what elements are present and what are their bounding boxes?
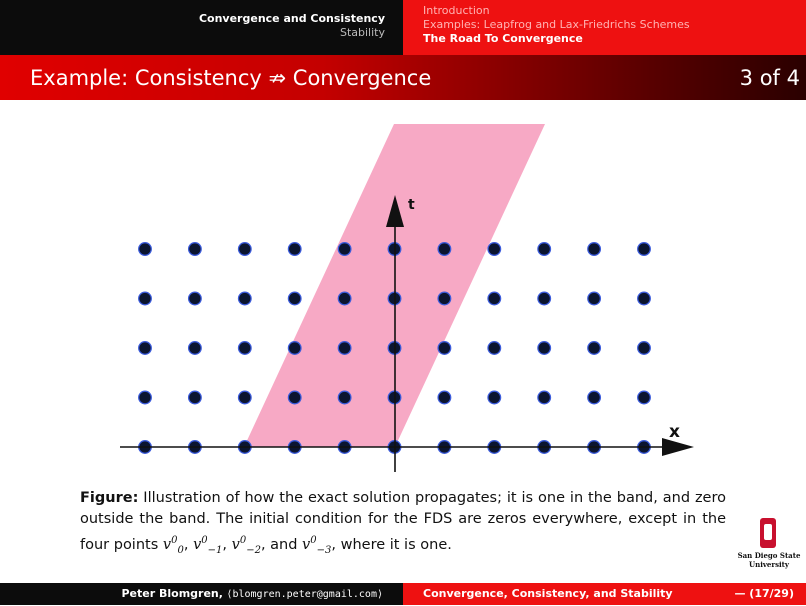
- university-seal-icon: [760, 518, 776, 548]
- grid-point: [488, 243, 501, 256]
- section-nav: [0, 0, 403, 55]
- logo-line-2: University: [749, 560, 789, 569]
- grid-point: [239, 391, 252, 404]
- grid-point: [139, 243, 152, 256]
- frame-title: Example: Consistency ⇏ Convergence: [30, 66, 432, 90]
- grid-point: [189, 243, 202, 256]
- grid-point: [288, 292, 301, 305]
- subsection-link-introduction[interactable]: Introduction: [423, 4, 490, 17]
- grid-point: [338, 292, 351, 305]
- point-v0: $v^0_0$: [162, 535, 184, 556]
- subsection-nav: [403, 0, 806, 55]
- logo-line-1: San Diego State: [737, 551, 801, 560]
- footer-page-number: — (17/29): [734, 587, 794, 600]
- grid-point: [288, 391, 301, 404]
- caption-text-1: Illustration of how the exact solution propagates; it is one in the band, and zero outside the band. The initial condition for the FDS are zeros everywhere, except in the four points: [80, 490, 726, 553]
- frame-title-bar: [0, 55, 806, 100]
- grid-point: [288, 342, 301, 355]
- grid-point: [338, 391, 351, 404]
- subsection-list: [423, 4, 690, 46]
- grid-point: [189, 342, 202, 355]
- grid-point: [189, 292, 202, 305]
- grid-point: [338, 243, 351, 256]
- grid-point: [338, 342, 351, 355]
- university-logo: [734, 518, 804, 568]
- grid-point: [438, 391, 451, 404]
- grid-point: [588, 391, 601, 404]
- grid-point: [189, 391, 202, 404]
- grid-point: [588, 243, 601, 256]
- section-link-stability[interactable]: Stability: [339, 26, 385, 39]
- grid-point: [288, 243, 301, 256]
- figure-caption: Figure: Illustration of how the exact solution propagates; it is one in the band, and zero outside the band. The initial condition for the FDS are zeros everywhere, except in the four points $v^0_0$, $v^0_{-1}$, $v^0_{-2}$, and $v^0_{-3}$, where it is one.: [80, 490, 726, 556]
- grid-point: [638, 342, 651, 355]
- grid-point: [638, 292, 651, 305]
- footer-author: Peter Blomgren,: [121, 587, 223, 600]
- point-v-2: $v^0_{-2}$: [231, 535, 261, 556]
- subsection-link-examples[interactable]: Examples: Leapfrog and Lax-Friedrichs Schemes: [423, 18, 690, 31]
- grid-point: [438, 243, 451, 256]
- grid-point: [139, 342, 152, 355]
- grid-point: [488, 391, 501, 404]
- grid-point: [538, 342, 551, 355]
- grid-point: [139, 391, 152, 404]
- t-axis-label: t: [408, 197, 415, 213]
- grid-point: [239, 243, 252, 256]
- section-list: [199, 12, 385, 40]
- subsection-link-road-to-convergence[interactable]: The Road To Convergence: [423, 32, 583, 45]
- point-v-1: $v^0_{-1}$: [193, 535, 223, 556]
- grid-point: [438, 292, 451, 305]
- grid-point: [488, 292, 501, 305]
- grid-point: [638, 391, 651, 404]
- grid-point: [239, 292, 252, 305]
- footer-email[interactable]: ⟨blomgren.peter@gmail.com⟩: [226, 589, 383, 600]
- grid-point: [538, 292, 551, 305]
- x-axis-label: x: [669, 422, 680, 442]
- grid-point: [438, 342, 451, 355]
- caption-text-2: , where it is one.: [331, 536, 452, 553]
- section-link-convergence[interactable]: Convergence and Consistency: [198, 12, 385, 25]
- footer-course-title: Convergence, Consistency, and Stability: [423, 587, 673, 600]
- grid-point: [588, 292, 601, 305]
- grid-point: [538, 243, 551, 256]
- caption-label: Figure:: [80, 490, 139, 506]
- footer-author-block: [0, 583, 403, 605]
- propagation-figure: [0, 100, 806, 485]
- grid-point: [139, 292, 152, 305]
- top-navigation-bar: [0, 0, 806, 55]
- point-v-3: $v^0_{-3}$: [302, 535, 332, 556]
- grid-point: [239, 342, 252, 355]
- footer-course-block: [403, 583, 806, 605]
- footer-bar: [0, 583, 806, 605]
- grid-point: [588, 342, 601, 355]
- frame-counter: 3 of 4: [739, 66, 800, 90]
- grid-point: [538, 391, 551, 404]
- grid-point: [638, 243, 651, 256]
- grid-point: [488, 342, 501, 355]
